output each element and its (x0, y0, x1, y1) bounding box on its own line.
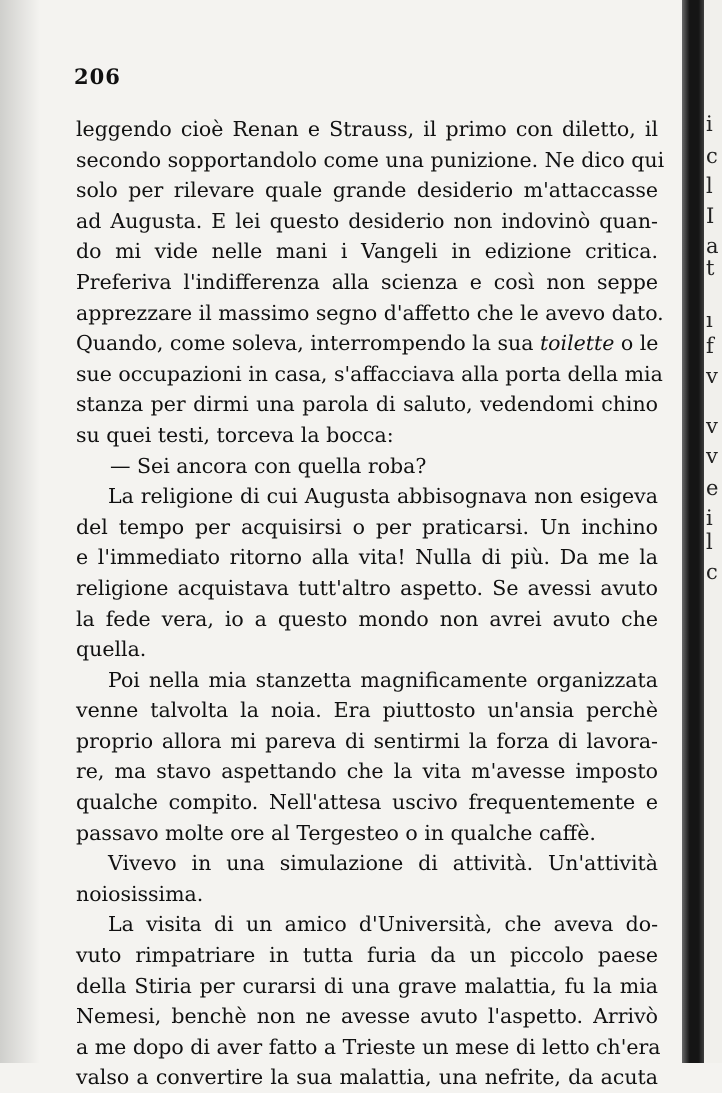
text-line: passavo molte ore al Tergesteo o in qualche caffè. (76, 820, 596, 845)
text-line: su quei testi, torceva la bocca: (76, 422, 394, 447)
page-shadow (0, 0, 40, 1063)
text-line: Vivevo in una simulazione di attività. Un'attività (108, 851, 658, 876)
body-text (76, 114, 665, 1093)
facing-page-letter: v (706, 444, 718, 468)
facing-page-letter: c (706, 144, 718, 168)
text-line: apprezzare il massimo segno d'affetto che le avevo dato. (76, 300, 664, 325)
facing-page-letter: f (706, 334, 714, 358)
facing-page-letter: i (706, 506, 713, 530)
facing-page-letter: I (706, 204, 715, 228)
page-number: 206 (74, 64, 121, 89)
text-line: Quando, come soleva, interrompendo la sua toilette o le (76, 331, 659, 356)
text-line: della Stiria per curarsi di una grave malattia, fu la mia (76, 973, 658, 998)
text-line: e l'immediato ritorno alla vita! Nulla di più. Da me la (76, 545, 658, 570)
text-line: re, ma stavo aspettando che la vita m'avesse imposto (76, 759, 658, 784)
text-line: del tempo per acquisirsi o per praticarsi. Un inchino (76, 514, 658, 539)
text-line: Preferiva l'indifferenza alla scienza e così non seppe (76, 269, 658, 294)
text-line: secondo sopportandolo come una punizione. Ne dico qui (76, 147, 665, 172)
text-line: stanza per dirmi una parola di saluto, vedendomi chino (76, 392, 658, 417)
text-line: quella. (76, 637, 147, 662)
facing-page-letter: v (706, 414, 718, 438)
facing-page-letter: e (706, 476, 719, 500)
text-line: venne talvolta la noia. Era piuttosto un'ansia perchè (76, 698, 658, 723)
text-line: a me dopo di aver fatto a Trieste un mese di letto ch'era (76, 1034, 661, 1059)
text-line: qualche compito. Nell'attesa uscivo frequentemente e (76, 790, 658, 815)
text-line: noiosissima. (76, 881, 204, 906)
text-line: do mi vide nelle mani i Vangeli in edizione critica. (76, 239, 658, 264)
facing-page-letter: i (706, 112, 713, 136)
text-line: solo per rilevare quale grande desiderio m'attaccasse (76, 178, 658, 203)
facing-page-letter: ı (706, 308, 713, 332)
facing-page-letter: c (706, 560, 718, 584)
text-line: la fede vera, io a questo mondo non avrei avuto che (76, 606, 658, 631)
text-line: sue occupazioni in casa, s'affacciava alla porta della mia (76, 361, 663, 386)
facing-page-letter: a (706, 234, 719, 258)
text-line: Nemesi, benchè non ne avesse avuto l'aspetto. Arrivò (76, 1004, 658, 1029)
text-line: leggendo cioè Renan e Strauss, il primo con diletto, il (76, 117, 658, 141)
text-line: ad Augusta. E lei questo desiderio non indovinò quan- (76, 208, 658, 233)
facing-page-edge (704, 0, 722, 1063)
facing-page-letter: t (706, 256, 715, 280)
text-line: valso a convertire la sua malattia, una nefrite, da acuta (76, 1065, 658, 1090)
facing-page-letter: l (706, 174, 713, 198)
text-line: proprio allora mi pareva di sentirmi la forza di lavora- (76, 728, 658, 753)
text-line: La religione di cui Augusta abbisognava non esigeva (108, 484, 658, 509)
text-line: vuto rimpatriare in tutta furia da un piccolo paese (76, 943, 658, 968)
text-line: Poi nella mia stanzetta magnificamente organizzata (108, 667, 658, 692)
facing-page-letter: v (706, 364, 718, 388)
facing-page-letter: l (706, 530, 713, 554)
text-line: religione acquistava tutt'altro aspetto. Se avessi avuto (76, 575, 658, 600)
text-line: La visita di un amico d'Università, che aveva do- (108, 912, 658, 937)
text-line: — Sei ancora con quella roba? (110, 453, 427, 478)
book-spine (682, 0, 704, 1063)
